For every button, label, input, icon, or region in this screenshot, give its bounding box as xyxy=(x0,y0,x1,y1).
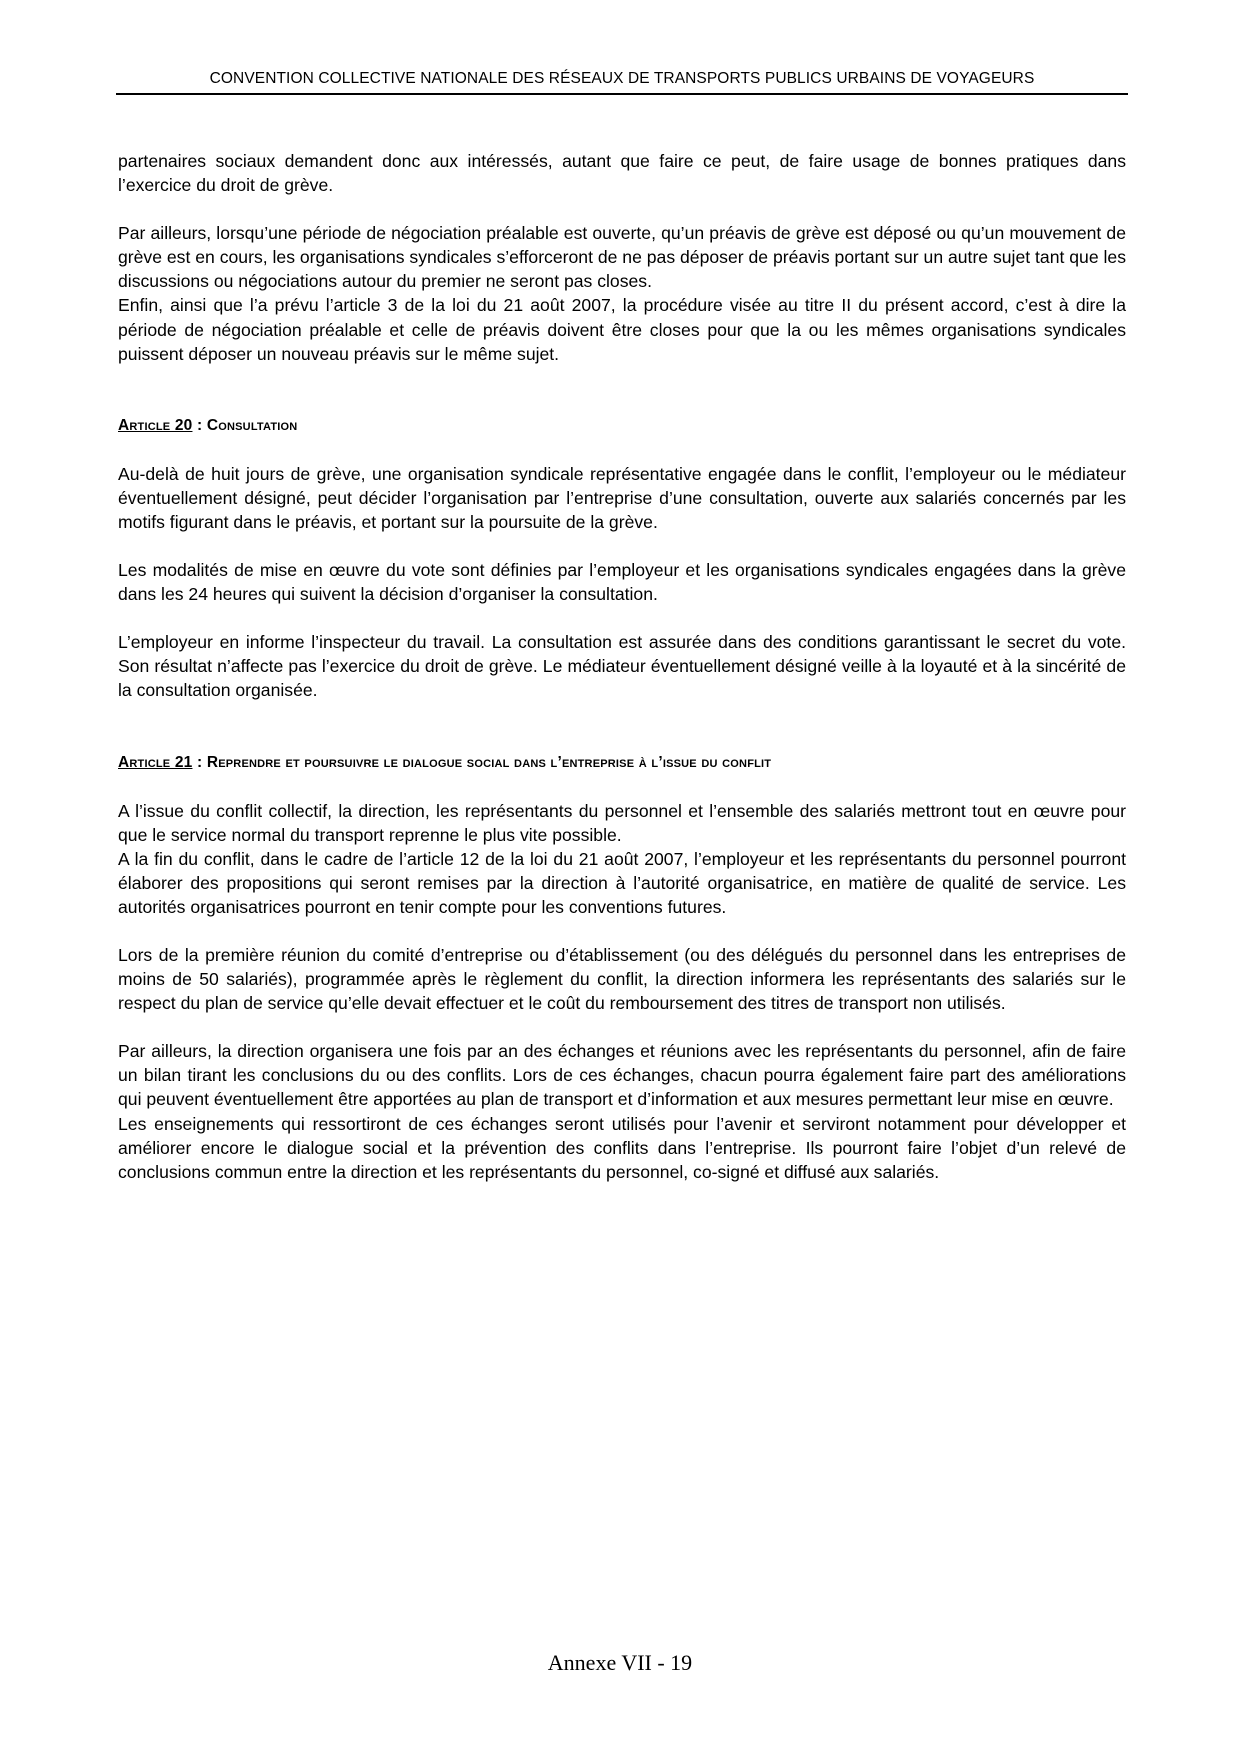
article-21-number: Article 21 xyxy=(118,753,193,771)
article-20-title: Consultation xyxy=(206,416,298,434)
header-rule xyxy=(116,93,1128,95)
article-21-title: Reprendre et poursuivre le dialogue social dans l’entreprise à l’issue du conflit xyxy=(206,753,772,771)
article-21-heading xyxy=(118,751,1126,775)
running-header: CONVENTION COLLECTIVE NATIONALE DES RÉSEAUX DE TRANSPORTS PUBLICS URBAINS DE VOYAGEURS xyxy=(209,70,1035,87)
page-footer: Annexe VII - 19 xyxy=(547,1650,693,1675)
article-20-paragraph: Au-delà de huit jours de grève, une organisation syndicale représentative engagée dans le conflit, l’employeur ou le médiateur éventuellement désigné, peut décider l’organisation par l’entreprise d’une consultation, ouverte aux salariés concernés par les motifs figurant dans le préavis, et portant sur la poursuite de la grève. xyxy=(118,463,1126,532)
article-21-paragraph: A l’issue du conflit collectif, la direction, les représentants du personnel et l’ensemble des salariés mettront tout en œuvre pour que le service normal du transport reprenne le plus vite possible. xyxy=(118,800,1126,845)
article-21-paragraph: A la fin du conflit, dans le cadre de l’article 12 de la loi du 21 août 2007, l’employeur et les représentants du personnel pourront élaborer des propositions qui seront remises par la direction à l’autorité organisatrice, en matière de qualité de service. Les autorités organisatrices pourront en tenir compte pour les conventions futures. xyxy=(118,848,1126,917)
document-body xyxy=(118,149,1126,1184)
intro-paragraph: Enfin, ainsi que l’a prévu l’article 3 de la loi du 21 août 2007, la procédure visée au titre II du présent accord, c’est à dire la période de négociation préalable et celle de préavis doivent être closes pour que la ou les mêmes organisations syndicales puissent déposer un nouveau préavis sur le même sujet. xyxy=(118,295,1126,364)
article-20-heading xyxy=(118,414,1126,438)
article-21-separator: : xyxy=(192,753,207,771)
article-20-paragraph: L’employeur en informe l’inspecteur du travail. La consultation est assurée dans des conditions garantissant le secret du vote. Son résultat n’affecte pas l’exercice du droit de grève. Le médiateur éventuellement désigné veille à la loyauté et à la sincérité de la consultation organisée. xyxy=(118,632,1126,701)
article-21-paragraph: Les enseignements qui ressortiront de ces échanges seront utilisés pour l’avenir et serviront notamment pour développer et améliorer encore le dialogue social et la prévention des conflits dans l’entreprise. Ils pourront faire l’objet d’un relevé de conclusions commun entre la direction et les représentants du personnel, co-signé et diffusé aux salariés. xyxy=(118,1113,1126,1182)
intro-paragraph: Par ailleurs, lorsqu’une période de négociation préalable est ouverte, qu’un préavis de grève est déposé ou qu’un mouvement de grève est en cours, les organisations syndicales s’efforceront de ne pas déposer de préavis portant sur un autre sujet tant que les discussions ou négociations autour du premier ne seront pas closes. xyxy=(118,223,1126,292)
article-21-paragraph: Lors de la première réunion du comité d’entreprise ou d’établissement (ou des délégués du personnel dans les entreprises de moins de 50 salariés), programmée après le règlement du conflit, la direction informera les représentants des salariés sur le respect du plan de service qu’elle devait effectuer et le coût du remboursement des titres de transport non utilisés. xyxy=(118,944,1126,1014)
article-20-number: Article 20 xyxy=(118,416,193,434)
intro-paragraph: partenaires sociaux demandent donc aux intéressés, autant que faire ce peut, de faire usage de bonnes pratiques dans l’exercice du droit de grève. xyxy=(118,151,1126,196)
article-21-paragraph: Par ailleurs, la direction organisera une fois par an des échanges et réunions avec les représentants du personnel, afin de faire un bilan tirant les conclusions du ou des conflits. Lors de ces échanges, chacun pourra également faire part des améliorations qui peuvent éventuellement être apportées au plan de transport et d’information et aux mesures permettant leur mise en œuvre. xyxy=(118,1041,1126,1110)
article-20-separator: : xyxy=(192,416,207,434)
article-20-paragraph: Les modalités de mise en œuvre du vote sont définies par l’employeur et les organisations syndicales engagées dans la grève dans les 24 heures qui suivent la décision d’organiser la consultation. xyxy=(118,560,1126,605)
